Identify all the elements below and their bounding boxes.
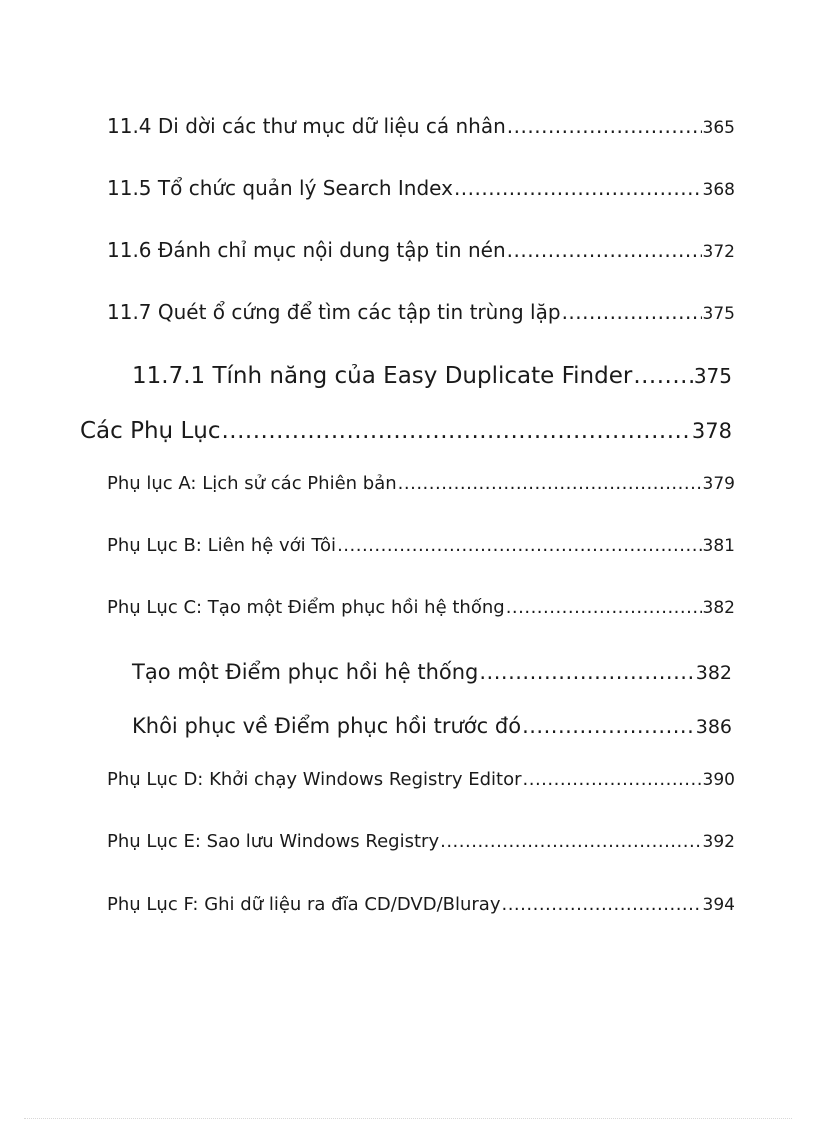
toc-page-number: 392 xyxy=(702,832,735,852)
toc-entry-create-restore-point[interactable] xyxy=(132,660,732,684)
toc-page-number: 368 xyxy=(702,180,735,200)
toc-entry-11-6[interactable] xyxy=(107,238,735,262)
toc-page-number: 378 xyxy=(691,419,732,443)
toc-entry-title: Phụ Lục D: Khởi chạy Windows Registry Editor xyxy=(107,769,522,790)
dot-leader xyxy=(507,114,702,138)
dot-leader xyxy=(501,894,701,915)
toc-page-number: 365 xyxy=(702,118,735,138)
dot-leader xyxy=(398,473,702,494)
toc-page-number: 390 xyxy=(702,770,735,790)
dot-leader xyxy=(337,535,701,556)
toc-entry-title: Khôi phục về Điểm phục hồi trước đó xyxy=(132,714,522,738)
toc-entry-appendix-a[interactable] xyxy=(107,473,735,494)
dot-leader xyxy=(506,597,702,618)
toc-entry-restore-previous-point[interactable] xyxy=(132,714,732,738)
dot-leader xyxy=(454,176,702,200)
dot-leader xyxy=(562,300,702,324)
toc-entry-appendix-c[interactable] xyxy=(107,597,735,618)
toc-page-number: 379 xyxy=(702,474,735,494)
toc-entry-appendices[interactable] xyxy=(80,418,732,444)
toc-entry-11-4[interactable] xyxy=(107,114,735,138)
toc-entry-title: 11.4 Di dời các thư mục dữ liệu cá nhân xyxy=(107,114,506,138)
toc-page-number: 386 xyxy=(695,716,732,738)
toc-entry-11-7-1[interactable] xyxy=(132,363,732,389)
toc-entry-title: 11.7 Quét ổ cứng để tìm các tập tin trùng lặp xyxy=(107,300,561,324)
toc-entry-title: Phụ Lục F: Ghi dữ liệu ra đĩa CD/DVD/Bluray xyxy=(107,894,501,915)
toc-entry-title: 11.7.1 Tính năng của Easy Duplicate Finder xyxy=(132,363,633,389)
toc-entry-appendix-d[interactable] xyxy=(107,769,735,790)
toc-entry-title: Phụ Lục B: Liên hệ với Tôi xyxy=(107,535,337,556)
dot-leader xyxy=(523,769,702,790)
toc-entry-title: 11.5 Tổ chức quản lý Search Index xyxy=(107,176,453,200)
toc-page-number: 381 xyxy=(702,536,735,556)
toc-entry-appendix-b[interactable] xyxy=(107,535,735,556)
toc-entry-title: Phụ Lục E: Sao lưu Windows Registry xyxy=(107,831,440,852)
toc-entry-appendix-e[interactable] xyxy=(107,831,735,852)
toc-entry-title: Phụ lục A: Lịch sử các Phiên bản xyxy=(107,473,397,494)
toc-entry-appendix-f[interactable] xyxy=(107,894,735,915)
toc-page-number: 394 xyxy=(702,895,735,915)
dot-leader xyxy=(507,238,702,262)
toc-page-number: 382 xyxy=(702,598,735,618)
toc-entry-title: Phụ Lục C: Tạo một Điểm phục hồi hệ thống xyxy=(107,597,505,618)
dot-leader xyxy=(440,831,701,852)
toc-entry-11-5[interactable] xyxy=(107,176,735,200)
page-bottom-divider xyxy=(24,1118,792,1119)
toc-entry-11-7[interactable] xyxy=(107,300,735,324)
toc-entry-title: 11.6 Đánh chỉ mục nội dung tập tin nén xyxy=(107,238,506,262)
dot-leader xyxy=(633,363,693,389)
toc-page-number: 372 xyxy=(702,242,735,262)
toc-page-number: 375 xyxy=(693,364,732,388)
toc-page-number: 382 xyxy=(695,662,732,684)
toc-entry-title: Các Phụ Lục xyxy=(80,418,221,444)
dot-leader xyxy=(221,418,690,444)
toc-page-number: 375 xyxy=(702,304,735,324)
toc-entry-title: Tạo một Điểm phục hồi hệ thống xyxy=(132,660,479,684)
dot-leader xyxy=(522,714,695,738)
dot-leader xyxy=(479,660,694,684)
